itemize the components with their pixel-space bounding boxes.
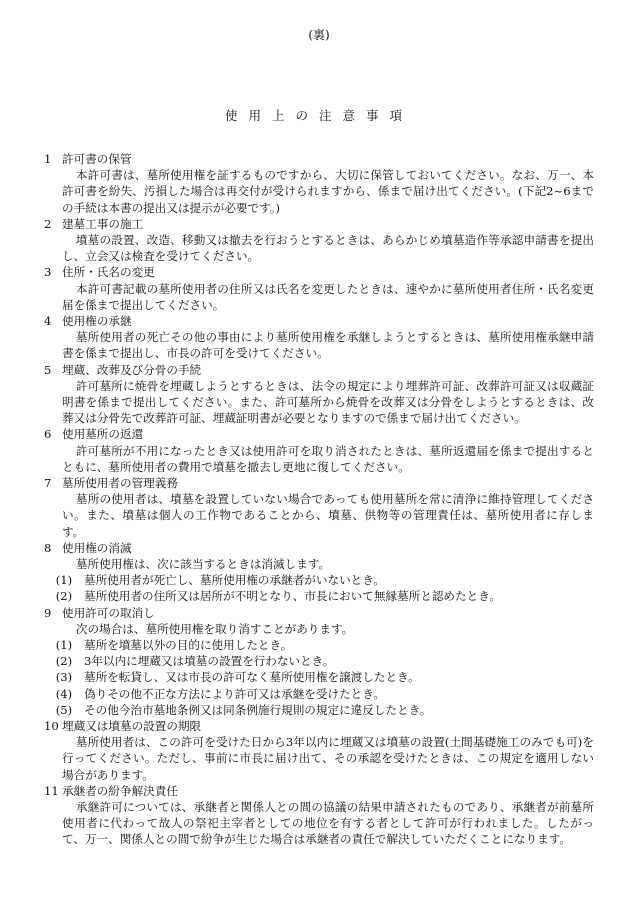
section-heading	[44, 264, 594, 280]
notice-section	[44, 264, 594, 313]
list-item	[44, 669, 594, 685]
section-number: 9	[44, 605, 52, 620]
notice-section	[44, 783, 594, 848]
section-heading	[44, 216, 594, 232]
section-heading	[44, 362, 594, 378]
section-heading	[44, 151, 594, 167]
list-item-number: (1)	[55, 637, 73, 652]
notice-section	[44, 605, 594, 718]
notice-section	[44, 426, 594, 475]
section-title: 建墓工事の施工	[62, 216, 144, 231]
section-number: 11	[44, 783, 59, 798]
notice-section	[44, 151, 594, 216]
section-title: 住所・氏名の変更	[62, 265, 155, 280]
section-heading	[44, 426, 594, 442]
list-item	[44, 686, 594, 702]
section-number: 1	[44, 152, 52, 166]
list-item-text: 墓所使用者が死亡し、墓所使用権の承継者がいないとき。	[84, 573, 385, 588]
notice-sections	[44, 151, 594, 848]
section-title: 墓所使用者の管理義務	[62, 475, 178, 490]
list-item-number: (1)	[55, 573, 73, 588]
section-number: 6	[44, 427, 52, 442]
section-heading	[44, 475, 594, 491]
list-item-number: (3)	[55, 670, 73, 685]
section-title: 承継者の紛争解決責任	[62, 783, 178, 798]
list-item-number: (2)	[55, 589, 73, 604]
list-item-number: (2)	[55, 654, 73, 669]
section-paragraph: 墓所使用権は、次に該当するときは消滅します。	[75, 556, 331, 571]
list-item-text: 3年以内に埋蔵又は墳墓の設置を行わないとき。	[84, 654, 335, 669]
section-title: 使用権の承継	[62, 313, 132, 328]
notice-section	[44, 475, 594, 540]
section-number: 4	[44, 313, 52, 328]
list-item	[44, 637, 594, 653]
section-title: 埋蔵又は墳墓の設置の期限	[62, 718, 202, 733]
list-item	[44, 653, 594, 669]
section-heading	[44, 540, 594, 556]
section-title: 使用権の消滅	[62, 540, 132, 555]
section-paragraph: 墓所使用者の死亡その他の事由により墓所使用権を承継しようとするときは、墓所使用権承継申請書を係まで提出し、市長の許可を受けてください。	[62, 330, 594, 361]
list-item	[44, 572, 594, 588]
section-paragraph: 本許可書記載の墓所使用者の住所又は氏名を変更したときは、速やかに墓所使用者住所・氏名変更届を係まで提出してください。	[62, 281, 594, 312]
side-label: (裏)	[308, 28, 330, 42]
section-paragraph: 次の場合は、墓所使用権を取り消すことがあります。	[75, 621, 354, 636]
section-heading	[44, 718, 594, 734]
section-number: 2	[44, 216, 52, 231]
notice-section	[44, 718, 594, 783]
section-paragraph: 墓所の使用者は、墳墓を設置していない場合であっても使用墓所を常に清浄に維持管理してください。また、墳墓は個人の工作物であることから、墳墓、供物等の管理責任は、墓所使用者に存します。	[62, 492, 594, 539]
section-title: 許可書の保管	[62, 152, 132, 166]
list-item	[44, 702, 594, 718]
list-item-text: 墓所を墳墓以外の目的に使用したとき。	[84, 637, 293, 652]
section-heading	[44, 783, 594, 799]
list-item-text: 墓所使用者の住所又は居所が不明となり、市長において無縁墓所と認めたとき。	[84, 589, 501, 604]
section-paragraph: 承継許可については、承継者と関係人との間の協議の結果申請されたものであり、承継者が前墓所使用者に代わって故人の祭祀主宰者としての地位を有する者として許可が行われました。したがって、万一、関係人との間で紛争が生じた場合は承継者の責任で解決していただくことになります。	[62, 799, 594, 847]
section-paragraph: 許可墓所に焼骨を埋蔵しようとするときは、法令の規定により埋葬許可証、改葬許可証又は収蔵証明書を係まで提出してください。また、許可墓所から焼骨を改葬又は分骨をしようとするときは、改葬又は分骨先で改葬許可証、埋蔵証明書が必要となりますので係まで届け出てください。	[62, 378, 594, 426]
list-item-text: その他今治市墓地条例又は同条例施行規則の規定に違反したとき。	[84, 702, 432, 717]
section-title: 使用墓所の返還	[62, 427, 144, 442]
section-heading	[44, 605, 594, 621]
section-number: 8	[44, 540, 52, 555]
notice-section	[44, 540, 594, 605]
section-paragraph: 本許可書は、墓所使用権を証するものですから、大切に保管しておいてください。なお、万一、本許可書を紛失、汚損した場合は再交付が受けられますから、係まで届け出てください。(下記2~6までの手続は本書の提出又は提示が必要です。)	[62, 168, 594, 215]
list-item-number: (5)	[55, 702, 73, 717]
section-title: 使用許可の取消し	[62, 605, 155, 620]
section-paragraph: 墓所使用者は、この許可を受けた日から3年以内に埋蔵又は墳墓の設置(土間基礎施工のみでも可)を行ってください。ただし、事前に市長に届け出て、その承認を受けたときは、この規定を適用しない場合があります。	[62, 735, 594, 782]
section-number: 7	[44, 475, 52, 490]
list-item-text: 墓所を転貸し、又は市長の許可なく墓所使用権を譲渡したとき。	[84, 670, 420, 685]
page-title: 使用上の注意事項	[224, 108, 413, 123]
section-paragraph: 墳墓の設置、改造、移動又は撤去を行おうとするときは、あらかじめ墳墓造作等承認申請書を提出し、立会又は検査を受けてください。	[62, 232, 594, 264]
notice-section	[44, 362, 594, 427]
list-item	[44, 588, 594, 604]
section-title: 埋蔵、改葬及び分骨の手続	[62, 362, 202, 377]
list-item-number: (4)	[55, 686, 73, 701]
section-number: 5	[44, 362, 52, 377]
notice-section	[44, 313, 594, 362]
list-item-text: 偽りその他不正な方法により許可又は承継を受けたとき。	[84, 686, 385, 701]
section-heading	[44, 313, 594, 329]
notice-section	[44, 216, 594, 265]
section-paragraph: 許可墓所が不用になったとき又は使用許可を取り消されたときは、墓所返還届を係まで提出するとともに、墓所使用者の費用で墳墓を撤去し更地に復してください。	[62, 443, 594, 474]
section-number: 10	[44, 718, 59, 733]
section-number: 3	[44, 265, 52, 280]
